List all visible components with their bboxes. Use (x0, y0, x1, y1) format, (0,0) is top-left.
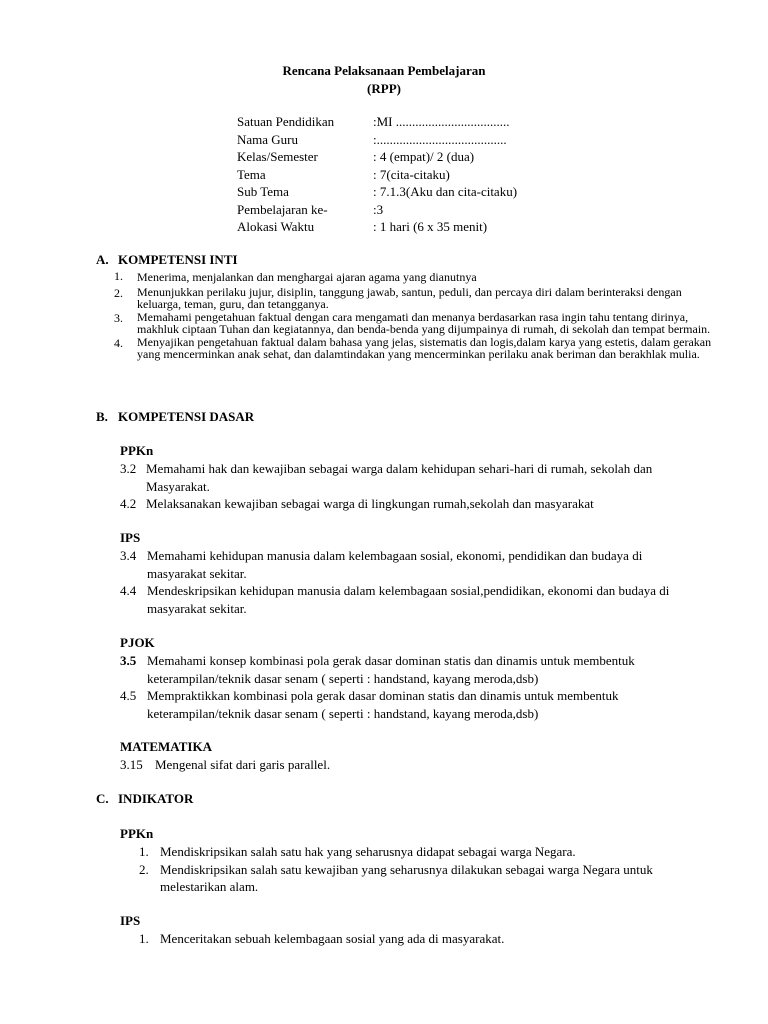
list-item (120, 652, 720, 687)
identity-label: Alokasi Waktu (237, 219, 315, 234)
list-number: 3.5 (120, 653, 137, 668)
section-c-heading (96, 791, 193, 807)
list-item (120, 756, 330, 774)
identity-value: :........................................ (373, 131, 507, 147)
identity-label: Satuan Pendidikan (237, 114, 335, 129)
indikator-list (139, 843, 719, 896)
list-text: Memahami kehidupan manusia dalam kelembagaan sosial, ekonomi, pendidikan dan budaya di masyarakat sekitar. (147, 548, 643, 581)
subject-heading: PPKn (120, 826, 154, 841)
indikator-list (139, 930, 504, 948)
list-item (114, 287, 724, 310)
section-letter: B. (96, 409, 108, 424)
list-item (114, 270, 724, 284)
list-number: 3.2 (120, 461, 137, 476)
identity-value: : 7(cita-citaku) (373, 166, 450, 182)
list-number: 4.5 (120, 688, 137, 703)
section-b-heading (96, 409, 254, 425)
identity-row (237, 131, 517, 149)
identity-value: :3 (373, 201, 384, 217)
list-number: 3.4 (120, 548, 137, 563)
list-text: Mempraktikkan kombinasi pola gerak dasar dominan statis dan dinamis untuk membentuk keterampilan/teknik dasar senam ( seperti : handstand, kayang meroda,dsb) (147, 688, 619, 721)
list-number: 2. (139, 861, 149, 877)
list-item (120, 495, 690, 513)
list-number: 4.2 (120, 496, 137, 511)
identity-row (237, 201, 517, 219)
kompetensi-dasar-list (120, 460, 690, 513)
list-item (139, 930, 504, 948)
identity-label: Sub Tema (237, 184, 289, 199)
section-title: INDIKATOR (118, 791, 194, 806)
identity-row (237, 113, 517, 131)
identity-table (237, 113, 517, 236)
kompetensi-inti-list (114, 270, 724, 360)
document-subtitle: (RPP) (367, 81, 401, 96)
list-text: Melaksanakan kewajiban sebagai warga di lingkungan rumah,sekolah dan masyarakat (146, 496, 594, 511)
section-a-heading (96, 252, 238, 268)
list-item (120, 687, 720, 722)
identity-row (237, 183, 517, 201)
identity-value: : 7.1.3(Aku dan cita-citaku) (373, 184, 518, 199)
list-text: Mengenal sifat dari garis parallel. (155, 757, 331, 772)
identity-label: Kelas/Semester (237, 149, 318, 164)
list-item (139, 843, 719, 861)
list-number: 3. (114, 311, 123, 325)
list-item (120, 460, 690, 495)
kompetensi-dasar-list (120, 756, 330, 774)
list-number: 4.4 (120, 583, 137, 598)
list-number: 2. (114, 286, 123, 300)
section-title: KOMPETENSI DASAR (118, 409, 255, 424)
list-item (114, 337, 724, 360)
identity-row (237, 166, 517, 184)
list-text: Memahami konsep kombinasi pola gerak dasar dominan statis dan dinamis untuk membentuk keterampilan/teknik dasar senam ( seperti : handstand, kayang meroda,dsb) (147, 653, 635, 686)
list-text: Menunjukkan perilaku jujur, disiplin, tanggung jawab, santun, peduli, dan percaya diri dalam berinteraksi dengan keluarga, teman, guru, dan tetangganya. (137, 285, 682, 311)
identity-label: Tema (237, 166, 266, 182)
identity-value: :MI ................................... (373, 114, 510, 129)
kompetensi-dasar-list (120, 547, 710, 617)
list-number: 3.15 (120, 757, 143, 772)
subject-heading: PPKn (120, 443, 154, 458)
list-number: 1. (139, 931, 149, 946)
list-text: Mendiskripsikan salah satu hak yang seharusnya didapat sebagai warga Negara. (160, 844, 576, 859)
list-number: 4. (114, 336, 123, 350)
list-text: Menyajikan pengetahuan faktual dalam bahasa yang jelas, sistematis dan logis,dalam karya yang estetis, dalam gerakan yang mencerminkan anak sehat, dan dalamtindakan yang mencerminkan perilaku anak beriman dan berakhlak mulia. (137, 335, 712, 361)
identity-row (237, 148, 517, 166)
list-item (114, 312, 724, 335)
list-item (120, 582, 710, 617)
identity-label: Nama Guru (237, 131, 299, 147)
subject-heading: PJOK (120, 635, 155, 650)
list-item (120, 547, 710, 582)
section-title: KOMPETENSI INTI (118, 252, 238, 267)
section-letter: C. (96, 791, 109, 806)
subject-heading: MATEMATIKA (120, 739, 212, 754)
identity-value: : 4 (empat)/ 2 (dua) (373, 149, 475, 164)
list-text: Mendiskripsikan salah satu kewajiban yang seharusnya dilakukan sebagai warga Negara untuk melestarikan alam. (160, 861, 653, 894)
section-letter: A. (96, 252, 109, 267)
list-number: 1. (139, 844, 149, 859)
list-text: Menceritakan sebuah kelembagaan sosial yang ada di masyarakat. (160, 931, 505, 946)
identity-label: Pembelajaran ke- (237, 201, 328, 217)
list-text: Memahami hak dan kewajiban sebagai warga dalam kehidupan sehari-hari di rumah, sekolah dan Masyarakat. (146, 461, 653, 494)
list-number: 1. (114, 269, 123, 283)
list-text: Menerima, menjalankan dan menghargai ajaran agama yang dianutnya (137, 270, 477, 284)
identity-value: : 1 hari (6 x 35 menit) (373, 219, 488, 234)
list-text: Mendeskripsikan kehidupan manusia dalam kelembagaan sosial,pendidikan, ekonomi dan budaya di masyarakat sekitar. (147, 583, 670, 616)
subject-heading: IPS (120, 530, 141, 545)
document-title: Rencana Pelaksanaan Pembelajaran (282, 63, 486, 78)
subject-heading: IPS (120, 913, 141, 928)
list-item (139, 861, 719, 896)
kompetensi-dasar-list (120, 652, 720, 722)
list-text: Memahami pengetahuan faktual dengan cara mengamati dan menanya berdasarkan rasa ingin tahu tentang dirinya, makhluk ciptaan Tuhan dan kegiatannya, dan benda-benda yang dijumpainya di rumah, di sekolah dan tempat bermain. (137, 310, 711, 336)
identity-row (237, 218, 517, 236)
